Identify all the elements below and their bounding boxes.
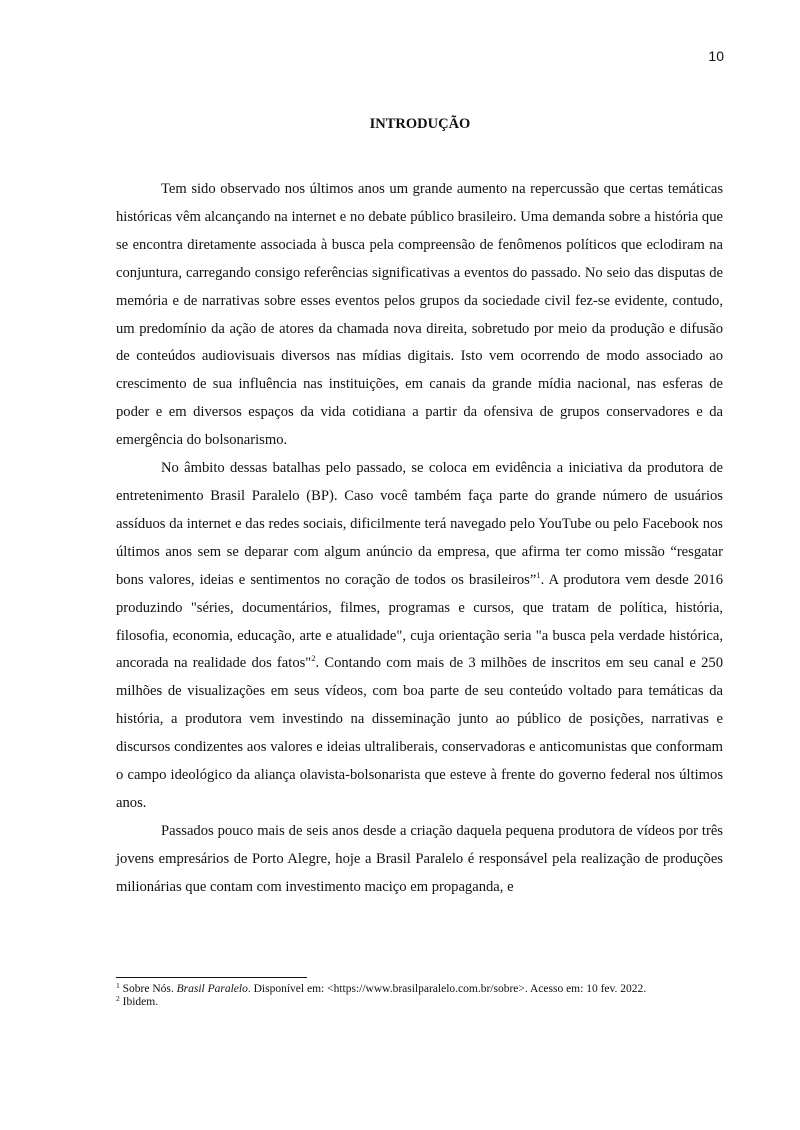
footnote-1-text-after: . Disponível em: <https://www.brasilparalelo.com.br/sobre>. Acesso em: 10 fev. 2022.	[247, 983, 647, 995]
footnote-1	[116, 983, 723, 996]
body-text	[116, 176, 723, 902]
paragraph-2-part-2: . A produtora vem desde 2016 produzindo "séries, documentários, filmes, programas e cursos, que tratam de política, história, filosofia, economia, educação, arte e atualidade", cuja orientação seria "a busca pela verdade histórica, ancorada na realidade dos fatos"	[116, 571, 723, 672]
footnotes	[116, 983, 723, 1009]
paragraph-2-part-1: No âmbito dessas batalhas pelo passado, se coloca em evidência a iniciativa da produtora de entretenimento Brasil Paralelo (BP). Caso você também faça parte do grande número de usuários assíduos da internet e das redes sociais, dificilmente terá navegado pelo YouTube ou pelo Facebook nos últimos anos sem se deparar com algum anúncio da empresa, que afirma ter como missão “resgatar bons valores, ideias e sentimentos no coração de todos os brasileiros”	[116, 460, 723, 588]
paragraph-2	[116, 455, 723, 818]
paragraph-1: Tem sido observado nos últimos anos um grande aumento na repercussão que certas temáticas históricas vêm alcançando na internet e no debate público brasileiro. Uma demanda sobre a história que se encontra diretamente associada à busca pela compreensão de fenômenos políticos que eclodiram na conjuntura, carregando consigo referências significativas a eventos do passado. No seio das disputas de memória e de narrativas sobre esses eventos pelos grupos da sociedade civil fez-se evidente, contudo, um predomínio da ação de atores da chamada nova direita, sobretudo por meio da produção e difusão de conteúdos audiovisuais diversos nas mídias digitais. Isto vem ocorrendo de modo associado ao crescimento de sua influência nas instituições, em canais da grande mídia nacional, nas esferas de poder e em diversos espaços da vida cotidiana a partir da ofensiva de grupos conservadores e da emergência do bolsonarismo.	[116, 181, 723, 449]
paragraph-3: Passados pouco mais de seis anos desde a criação daquela pequena produtora de vídeos por três jovens empresários de Porto Alegre, hoje a Brasil Paralelo é responsável pela realização de produções milionárias que contam com investimento maciço em propaganda, e	[116, 822, 723, 895]
footnote-ref-1[interactable]: 1	[536, 569, 541, 580]
footnote-2-text: Ibidem.	[119, 996, 159, 1009]
footnote-1-text-before: Sobre Nós.	[119, 983, 177, 995]
footnote-ref-2[interactable]: 2	[311, 653, 316, 664]
footnote-separator	[116, 977, 307, 978]
footnote-1-marker: 1	[116, 981, 120, 990]
section-title: INTRODUÇÃO	[369, 116, 471, 132]
page-number: 10	[708, 48, 724, 64]
paragraph-2-part-3: . Contando com mais de 3 milhões de inscritos em seu canal e 250 milhões de visualizações em seus vídeos, com boa parte de seu conteúdo voltado para temáticas da história, a produtora vem investindo na disseminação junto ao público de posições, narrativas e discursos condizentes aos valores e ideias ultraliberais, conservadoras e anticomunistas que conformam o campo ideológico da aliança olavista-bolsonarista que esteve à frente do governo federal nos últimos anos.	[116, 655, 723, 811]
footnote-2	[116, 996, 723, 1009]
footnote-1-source-title: Brasil Paralelo	[176, 983, 248, 995]
footnote-2-marker: 2	[116, 994, 120, 1004]
